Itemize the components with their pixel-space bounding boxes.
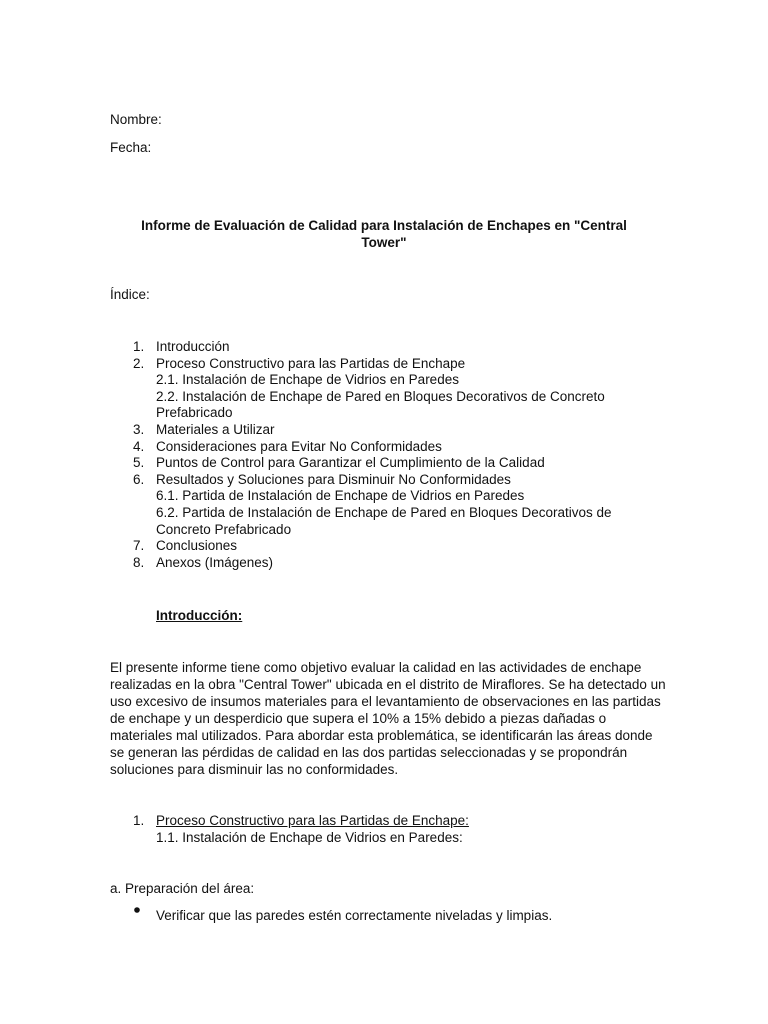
document-title: Informe de Evaluación de Calidad para Instalación de Enchapes en "Central Tower" <box>141 218 627 250</box>
toc-item <box>0 422 768 439</box>
toc-item-number: 2. <box>133 355 145 371</box>
toc-item <box>0 356 768 373</box>
toc-subitem-label: Prefabricado <box>156 405 233 421</box>
nombre-label: Nombre: <box>110 112 162 127</box>
prep-heading: a. Preparación del área: <box>110 881 255 896</box>
toc-item <box>0 339 768 356</box>
toc-item-label: Conclusiones <box>156 538 238 554</box>
toc-subitem <box>0 522 768 539</box>
intro-heading: Introducción: <box>156 608 243 623</box>
subsection-heading: 1.1. Instalación de Enchape de Vidrios en Paredes: <box>156 830 463 845</box>
toc-subitem-label: Concreto Prefabricado <box>156 521 292 537</box>
toc-item-number: 6. <box>133 471 145 487</box>
toc-item-number: 4. <box>133 438 145 454</box>
fecha-label: Fecha: <box>110 140 152 155</box>
toc-item-number: 7. <box>133 538 145 554</box>
section-number: 1. <box>133 813 145 828</box>
toc-item-number: 3. <box>133 421 145 437</box>
toc-subitem <box>0 488 768 505</box>
toc-item-label: Introducción <box>156 339 230 354</box>
toc-subitem-label: 6.1. Partida de Instalación de Enchape de Vidrios en Paredes <box>156 488 525 504</box>
toc-item-number: 5. <box>133 455 145 471</box>
toc-heading: Índice: <box>110 287 150 302</box>
toc-subitem <box>0 505 768 522</box>
toc-item-label: Puntos de Control para Garantizar el Cumplimiento de la Calidad <box>156 455 545 471</box>
intro-paragraph: El presente informe tiene como objetivo evaluar la calidad en las actividades de enchape realizadas en la obra "Central Tower" ubicada en el distrito de Miraflores. Se ha detectado un uso excesivo de insumos materiales para el levantamiento de observaciones en las partidas de enchape y un desperdicio que supera el 10% a 15% debido a piezas dañadas o materiales mal utilizados. Para abordar esta problemática, se identificarán las áreas donde se generan las pérdidas de calidad en las dos partidas seleccionadas y se propondrán soluciones para disminuir las no conformidades. <box>110 660 666 777</box>
toc-item-label: Anexos (Imágenes) <box>156 554 274 570</box>
toc-item-label: Proceso Constructivo para las Partidas de Enchape <box>156 355 466 371</box>
prep-bullet-text: Verificar que las paredes estén correctamente niveladas y limpias. <box>156 908 553 923</box>
toc-item <box>0 455 768 472</box>
toc-item <box>0 439 768 456</box>
bullet-icon <box>133 906 141 914</box>
toc-subitem-label: 2.1. Instalación de Enchape de Vidrios en Paredes <box>156 372 459 388</box>
table-of-contents <box>0 339 768 571</box>
toc-item-label: Resultados y Soluciones para Disminuir No Conformidades <box>156 471 511 487</box>
toc-subitem <box>0 405 768 422</box>
toc-item-label: Materiales a Utilizar <box>156 421 275 437</box>
toc-item <box>0 555 768 572</box>
section-heading: Proceso Constructivo para las Partidas de Enchape: <box>156 813 469 828</box>
toc-item-number: 1. <box>133 339 145 354</box>
toc-subitem <box>0 389 768 406</box>
toc-subitem <box>0 372 768 389</box>
toc-subitem-label: 6.2. Partida de Instalación de Enchape de Pared en Bloques Decorativos de <box>156 504 612 520</box>
toc-item <box>0 538 768 555</box>
toc-subitem-label: 2.2. Instalación de Enchape de Pared en Bloques Decorativos de Concreto <box>156 388 605 404</box>
toc-item-number: 8. <box>133 554 145 570</box>
toc-item-label: Consideraciones para Evitar No Conformidades <box>156 438 442 454</box>
toc-item <box>0 472 768 489</box>
